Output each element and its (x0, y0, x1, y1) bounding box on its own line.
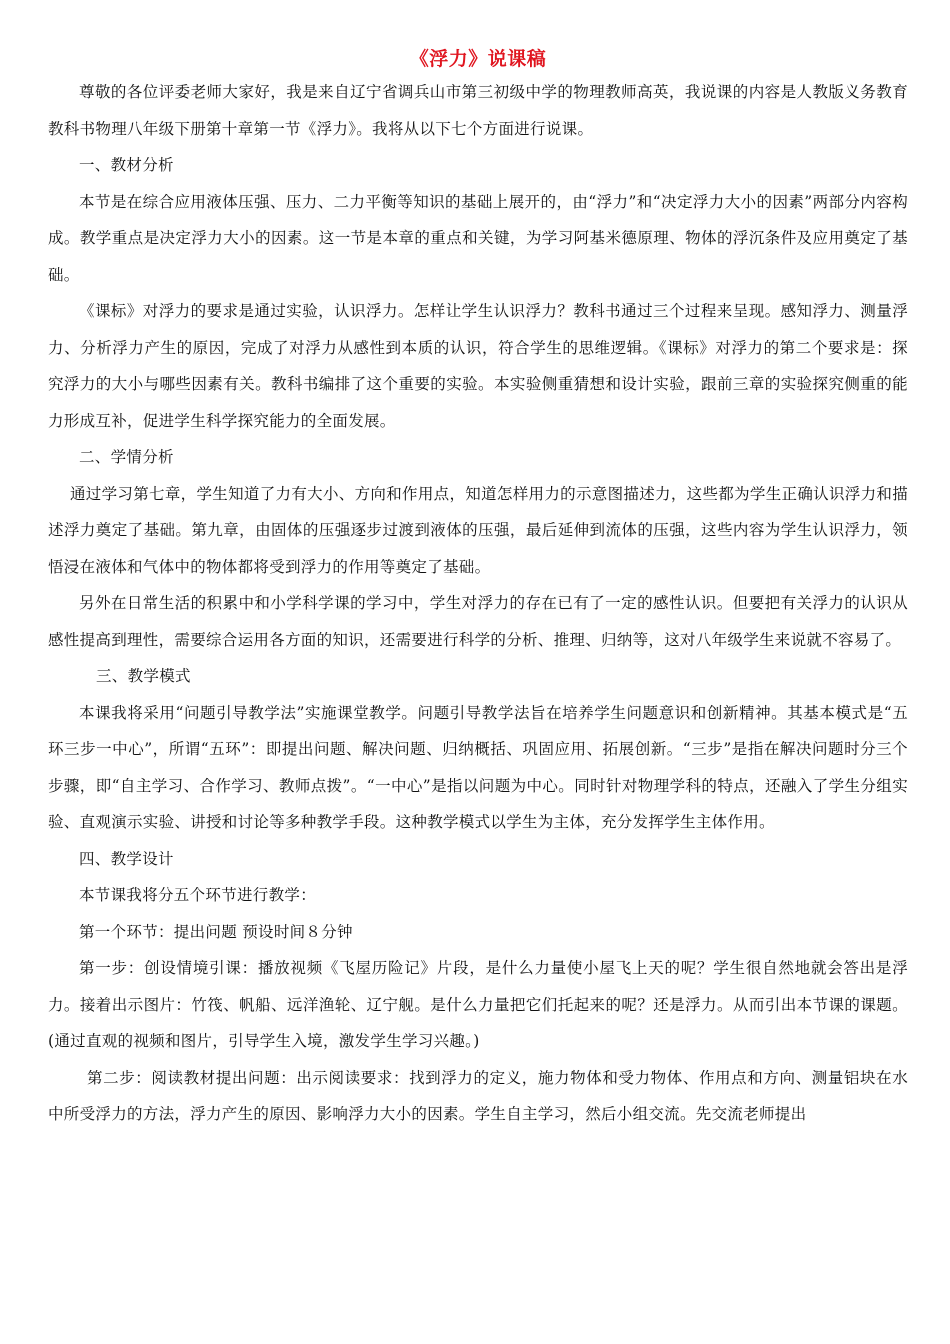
paragraph: 尊敬的各位评委老师大家好，我是来自辽宁省调兵山市第三初级中学的物理教师高英，我说课的内容是人教版义务教育教科书物理八年级下册第十章第一节《浮力》。我将从以下七个方面进行说课。 (48, 83, 908, 138)
section-heading: 一、教材分析 (79, 156, 174, 174)
paragraph: 本节是在综合应用液体压强、压力、二力平衡等知识的基础上展开的，由“浮力”和“决定浮力大小的因素”两部分内容构成。教学重点是决定浮力大小的因素。这一节是本章的重点和关键，为学习阿基米德原理、物体的浮沉条件及应用奠定了基础。 (48, 192, 908, 284)
section-heading: 三、教学模式 (96, 667, 191, 685)
section-heading: 四、教学设计 (79, 849, 174, 868)
paragraph: 通过学习第七章，学生知道了力有大小、方向和作用点，知道怎样用力的示意图描述力，这些都为学生正确认识浮力和描述浮力奠定了基础。第九章，由固体的压强逐步过渡到液体的压强，最后延伸到流体的压强，这些内容为学生认识浮力，领悟浸在液体和气体中的物体都将受到浮力的作用等奠定了基础。 (48, 484, 908, 576)
section-heading: 二、学情分析 (79, 448, 174, 466)
paragraph: 另外在日常生活的积累中和小学科学课的学习中，学生对浮力的存在已有了一定的感性认识。但要把有关浮力的认识从感性提高到理性，需要综合运用各方面的知识，还需要进行科学的分析、推理、归纳等，这对八年级学生来说就不容易了。 (48, 594, 908, 649)
paragraph: 第二步：阅读教材提出问题：出示阅读要求：找到浮力的定义，施力物体和受力物体、作用点和方向、测量铝块在水中所受浮力的方法，浮力产生的原因、影响浮力大小的因素。学生自主学习，然后小组交流。先交流老师提出 (48, 1068, 908, 1123)
document-page (48, 44, 908, 1133)
paragraph: 本课我将采用“问题引导教学法”实施课堂教学。问题引导教学法旨在培养学生问题意识和创新精神。其基本模式是“五环三步一中心”，所谓“五环”：即提出问题、解决问题、归纳概括、巩固应用、拓展创新。“三步”是指在解决问题时分三个步骤，即“自主学习、合作学习、教师点拨”。“一中心”是指以问题为中心。同时针对物理学科的特点，还融入了学生分组实验、直观演示实验、讲授和讨论等多种教学手段。这种教学模式以学生为主体，充分发挥学生主体作用。 (48, 703, 908, 831)
paragraph: 第一步：创设情境引课：播放视频《飞屋历险记》片段，是什么力量使小屋飞上天的呢？学生很自然地就会答出是浮力。接着出示图片：竹筏、帆船、远洋渔轮、辽宁舰。是什么力量把它们托起来的呢？还是浮力。从而引出本节课的课题。(通过直观的视频和图片，引导学生入境，激发学生学习兴趣。) (48, 959, 908, 1050)
paragraph: 《课标》对浮力的要求是通过实验，认识浮力。怎样让学生认识浮力？教科书通过三个过程来呈现。感知浮力、测量浮力、分析浮力产生的原因，完成了对浮力从感性到本质的认识，符合学生的思维逻辑。《课标》对浮力的第二个要求是：探究浮力的大小与哪些因素有关。教科书编排了这个重要的实验。本实验侧重猜想和设计实验，跟前三章的实验探究侧重的能力形成互补，促进学生科学探究能力的全面发展。 (48, 302, 908, 430)
document-title: 《浮力》说课稿 (409, 48, 547, 70)
paragraph: 第一个环节：提出问题 预设时间８分钟 (79, 922, 353, 941)
document-body (48, 74, 908, 1133)
paragraph: 本节课我将分五个环节进行教学： (79, 886, 317, 904)
